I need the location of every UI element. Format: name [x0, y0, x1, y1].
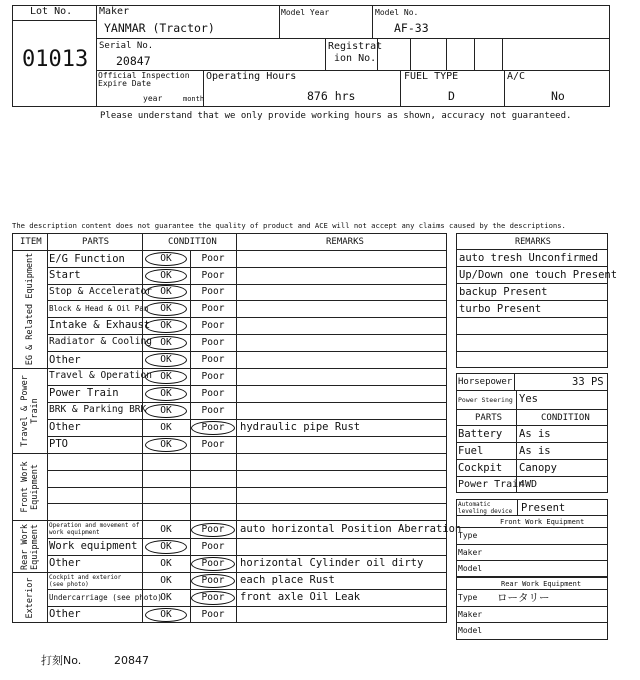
- row-remark: each place Rust: [240, 574, 335, 586]
- ok-circled: OK: [145, 404, 187, 418]
- ok-circled: OK: [145, 285, 187, 299]
- group-front-label: Front Work Equipment: [20, 461, 40, 513]
- rear-type-value: ロータリー: [497, 592, 550, 604]
- part-name: Start: [49, 269, 81, 281]
- auto-leveling-value: Present: [521, 502, 566, 514]
- group-exterior-label: Exterior: [25, 577, 35, 619]
- part-name: E/G Function: [49, 253, 125, 265]
- poor-option: Poor: [201, 541, 225, 552]
- part-name: Radiator & Cooling: [49, 336, 152, 347]
- lot-label: Lot No.: [30, 6, 73, 17]
- ok-circled: OK: [145, 269, 187, 283]
- parts-subheader: PARTS: [475, 413, 503, 423]
- poor-circled: Poor: [191, 523, 235, 537]
- ok-circled: OK: [145, 370, 187, 384]
- row-remark: hydraulic pipe Rust: [240, 421, 361, 433]
- ok-circled: OK: [145, 319, 187, 333]
- model-year-label: Model Year: [281, 8, 330, 17]
- part-name: Cockpit and exterior (see photo): [49, 574, 122, 588]
- poor-option: Poor: [201, 354, 225, 365]
- part-name: PTO: [49, 438, 68, 450]
- poor-option: Poor: [201, 286, 225, 297]
- poor-circled: Poor: [191, 557, 235, 571]
- panel-remark: auto tresh Unconfirmed: [459, 252, 599, 264]
- ok-circled: OK: [145, 302, 187, 316]
- stamp-no-value: 20847: [114, 654, 149, 667]
- ok-circled: OK: [145, 252, 187, 266]
- part-name: Intake & Exhaust: [49, 319, 151, 331]
- rear-maker-label: Maker: [458, 610, 483, 619]
- lot-number: 01013: [22, 47, 89, 72]
- poor-circled: Poor: [191, 574, 235, 588]
- power-train-value: 4WD: [519, 479, 538, 490]
- group-eg-label: EG & Related Equipment: [25, 252, 35, 366]
- ac-value: No: [551, 89, 565, 103]
- front-type-label: Type: [458, 531, 478, 540]
- horsepower-label: Horsepower: [458, 377, 513, 387]
- rear-work-header: Rear Work Equipment: [501, 580, 582, 588]
- col-item-header: ITEM: [20, 237, 42, 247]
- ok-circled: OK: [145, 608, 187, 622]
- condition-subheader: CONDITION: [541, 413, 590, 423]
- fuel-label: Fuel: [458, 445, 484, 457]
- poor-option: Poor: [201, 405, 225, 416]
- ok-circled: OK: [145, 540, 187, 554]
- group-rear-label: Rear Work Equipment: [20, 523, 40, 571]
- model-no-value: AF-33: [394, 21, 429, 35]
- ok-circled: OK: [145, 353, 187, 367]
- group-travel-label: Travel & Power Train: [20, 375, 40, 447]
- rear-model-label: Model: [458, 626, 483, 635]
- row-remark: front axle Oil Leak: [240, 591, 361, 603]
- ok-option: OK: [160, 422, 172, 433]
- part-name: Power Train: [49, 387, 119, 399]
- battery-label: Battery: [458, 428, 503, 440]
- part-name: Work equipment: [49, 540, 138, 552]
- poor-option: Poor: [201, 253, 225, 264]
- poor-option: Poor: [201, 320, 225, 331]
- row-remark: horizontal Cylinder oil dirty: [240, 557, 424, 569]
- year-label: year: [143, 94, 163, 103]
- ok-option: OK: [160, 524, 172, 535]
- power-steering-label: Power Steering: [458, 396, 513, 404]
- front-maker-label: Maker: [458, 548, 483, 557]
- registration-label: Registrat ion No.: [328, 41, 383, 64]
- maker-label: Maker: [99, 6, 130, 17]
- part-name: Operation and movement of work equipment: [49, 522, 140, 536]
- fuel-value: As is: [519, 445, 551, 457]
- ok-circled: OK: [145, 336, 187, 350]
- poor-option: Poor: [201, 337, 225, 348]
- front-model-label: Model: [458, 564, 483, 573]
- part-name: Travel & Operation: [49, 370, 152, 381]
- col-parts-header: PARTS: [82, 237, 110, 247]
- poor-option: Poor: [201, 371, 225, 382]
- ok-option: OK: [160, 575, 172, 586]
- poor-option: Poor: [201, 270, 225, 281]
- col-remarks-header: REMARKS: [326, 237, 364, 247]
- part-name: Block & Head & Oil Pan: [49, 304, 149, 313]
- part-name: Other: [49, 557, 81, 569]
- serial-value: 20847: [116, 54, 151, 68]
- inspection-label: Official Inspection Expire Date: [98, 71, 190, 88]
- ok-circled: OK: [145, 387, 187, 401]
- serial-label: Serial No.: [99, 41, 154, 51]
- fuel-type-value: D: [448, 89, 455, 103]
- poor-option: Poor: [201, 303, 225, 314]
- fuel-type-label: FUEL TYPE: [404, 71, 459, 82]
- ac-label: A/C: [507, 71, 526, 82]
- poor-option: Poor: [201, 609, 225, 620]
- description-disclaimer: The description content does not guarantee the quality of product and ACE will not accept any claims caused by the descriptions.: [12, 221, 566, 230]
- cockpit-value: Canopy: [519, 462, 557, 474]
- month-label: month: [183, 95, 205, 103]
- part-name: BRK & Parking BRK: [49, 404, 147, 415]
- ok-circled: OK: [145, 438, 187, 452]
- hours-label: Operating Hours: [206, 71, 297, 82]
- row-remark: auto horizontal Position Aberration: [240, 523, 462, 535]
- battery-value: As is: [519, 428, 551, 440]
- part-name: Other: [49, 421, 81, 433]
- poor-circled: Poor: [191, 591, 235, 605]
- part-name: Undercarriage (see photo): [49, 593, 162, 602]
- panel-remark: turbo Present: [459, 303, 542, 315]
- front-work-header: Front Work Equipment: [500, 518, 585, 526]
- cockpit-label: Cockpit: [458, 462, 503, 474]
- model-no-label: Model No.: [375, 8, 419, 17]
- hours-value: 876 hrs: [307, 89, 356, 103]
- part-name: Other: [49, 354, 81, 366]
- hours-disclaimer: Please understand that we only provide working hours as shown, accuracy not guaranteed.: [100, 111, 572, 121]
- horsepower-value: 33 PS: [572, 376, 604, 388]
- ok-option: OK: [160, 592, 172, 603]
- panel-remark: backup Present: [459, 286, 548, 298]
- power-train-label: Power Train: [458, 479, 525, 490]
- power-steering-value: Yes: [519, 393, 538, 405]
- part-name: Other: [49, 608, 81, 620]
- poor-option: Poor: [201, 388, 225, 399]
- remarks-panel-header: REMARKS: [515, 237, 551, 247]
- stamp-no-label: 打刻No.: [41, 654, 82, 667]
- auto-leveling-label: Automatic leveling device: [458, 501, 513, 515]
- poor-circled: Poor: [191, 421, 235, 435]
- rear-type-label: Type: [458, 593, 478, 602]
- col-condition-header: CONDITION: [168, 237, 217, 247]
- ok-option: OK: [160, 558, 172, 569]
- maker-value: YANMAR (Tractor): [104, 21, 215, 35]
- panel-remark: Up/Down one touch Present: [459, 269, 618, 281]
- part-name: Stop & Accelerator: [49, 286, 152, 297]
- poor-option: Poor: [201, 439, 225, 450]
